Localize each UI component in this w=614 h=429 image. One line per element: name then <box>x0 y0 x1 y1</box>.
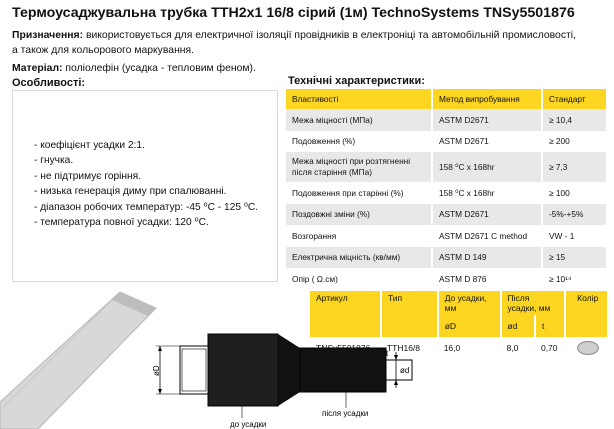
tech-cell: Подовження (%) <box>286 131 432 153</box>
tech-cell: Подовження при старінні (%) <box>286 182 432 204</box>
type-value: TTH16/8 <box>381 337 438 359</box>
tech-cell: ≥ 100 <box>542 182 607 204</box>
tech-cell: ASTM D2671 <box>432 131 542 153</box>
tech-cell: ≥ 15 <box>542 247 607 269</box>
subheader-D: øD <box>438 315 501 337</box>
color-cell <box>565 337 608 359</box>
article-header-row <box>310 291 608 315</box>
t-value: 0,70 <box>535 337 565 359</box>
tech-cell: Возгорання <box>286 225 432 247</box>
subheader-d: ød <box>501 315 535 337</box>
feature-item: - температура повної усадки: 120 ⁰С. <box>34 217 209 229</box>
tech-table <box>286 89 608 290</box>
features-list <box>34 138 258 230</box>
tech-header-row <box>286 89 607 109</box>
feature-item: - не підтримує горіння. <box>34 170 142 182</box>
d-value: 8,0 <box>501 337 535 359</box>
feature-item: - низька генерація диму при спалюванні. <box>34 186 227 198</box>
tech-cell: ≥ 7,3 <box>542 152 607 182</box>
purpose-label: Призначення: <box>12 30 84 41</box>
purpose-line-2: а також для кольорового маркування. <box>12 45 195 56</box>
article-header: Артикул <box>310 291 381 315</box>
tech-cell: ASTM D 149 <box>432 247 542 269</box>
tech-cell: ASTM D2671 <box>432 109 542 131</box>
tech-cell: Поздовжні зміни (%) <box>286 204 432 226</box>
tech-cell: ≥ 200 <box>542 131 607 153</box>
feature-item: - гнучка. <box>34 155 74 167</box>
feature-item: - діапазон робочих температур: -45 ⁰С - 125 ⁰С. <box>34 201 259 213</box>
tech-cell: ASTM D 876 <box>432 268 542 290</box>
tech-cell: ASTM D2671 C method <box>432 225 542 247</box>
tech-cell: VW - 1 <box>542 225 607 247</box>
tech-cell: -5%-+5% <box>542 204 607 226</box>
tech-cell: ≥ 10¹⁴ <box>542 268 607 290</box>
after-shrink-header: Після усадки, мм <box>501 291 566 315</box>
feature-item: - коефіцієнт усадки 2:1. <box>34 140 145 151</box>
purpose-text: використовується для електричної ізоляції провідників в електроніці та автомобільній промисловості, <box>83 30 576 41</box>
tech-header-standard: Стандарт <box>542 89 607 109</box>
before-shrink-header: До усадки, мм <box>438 291 501 315</box>
label-before: до усадки <box>230 420 267 429</box>
tech-title: Технічні характеристики: <box>288 75 425 87</box>
features-title: Особливості: <box>12 77 86 89</box>
tech-cell: Опір ( Ω.см) <box>286 268 432 290</box>
material-text: поліолефін (усадка - тепловим феном). <box>62 63 256 74</box>
tech-cell: ASTM D2671 <box>432 204 542 226</box>
page-title: Термоусаджувальна трубка ТТН2х1 16/8 сірий (1м) TechnoSystems TNSy5501876 <box>12 5 575 21</box>
D-value: 16,0 <box>438 337 501 359</box>
table-row <box>286 268 607 290</box>
tech-cell: ≥ 10,4 <box>542 109 607 131</box>
tech-cell: Електрична міцність (кв/мм) <box>286 247 432 269</box>
material-line <box>12 63 256 74</box>
table-row <box>286 152 607 182</box>
color-header: Колір <box>565 291 608 315</box>
table-row <box>286 182 607 204</box>
table-row <box>286 225 607 247</box>
tech-cell: Межа міцності при розтягненні після старіння (МПа) <box>286 152 432 182</box>
table-row <box>286 109 607 131</box>
label-d: ød <box>400 366 410 375</box>
tech-header-property: Властивості <box>286 89 432 109</box>
empty-cell <box>565 315 608 337</box>
table-row <box>286 204 607 226</box>
material-label: Матеріал: <box>12 63 63 74</box>
color-swatch <box>577 341 599 355</box>
purpose-line <box>12 30 576 41</box>
table-row <box>286 247 607 269</box>
subheader-t: t <box>535 315 565 337</box>
dimension-diagram <box>150 330 426 429</box>
tech-cell: 158 ⁰С х 168hr <box>432 182 542 204</box>
tech-header-method: Метод випробування <box>432 89 542 109</box>
label-after: після усадки <box>322 409 369 418</box>
type-header: Тип <box>381 291 438 315</box>
tech-cell: 158 ⁰С х 168hr <box>432 152 542 182</box>
tech-cell: Межа міцності (МПа) <box>286 109 432 131</box>
label-D: øD <box>152 365 161 376</box>
table-row <box>286 131 607 153</box>
label-t: t <box>386 349 389 358</box>
